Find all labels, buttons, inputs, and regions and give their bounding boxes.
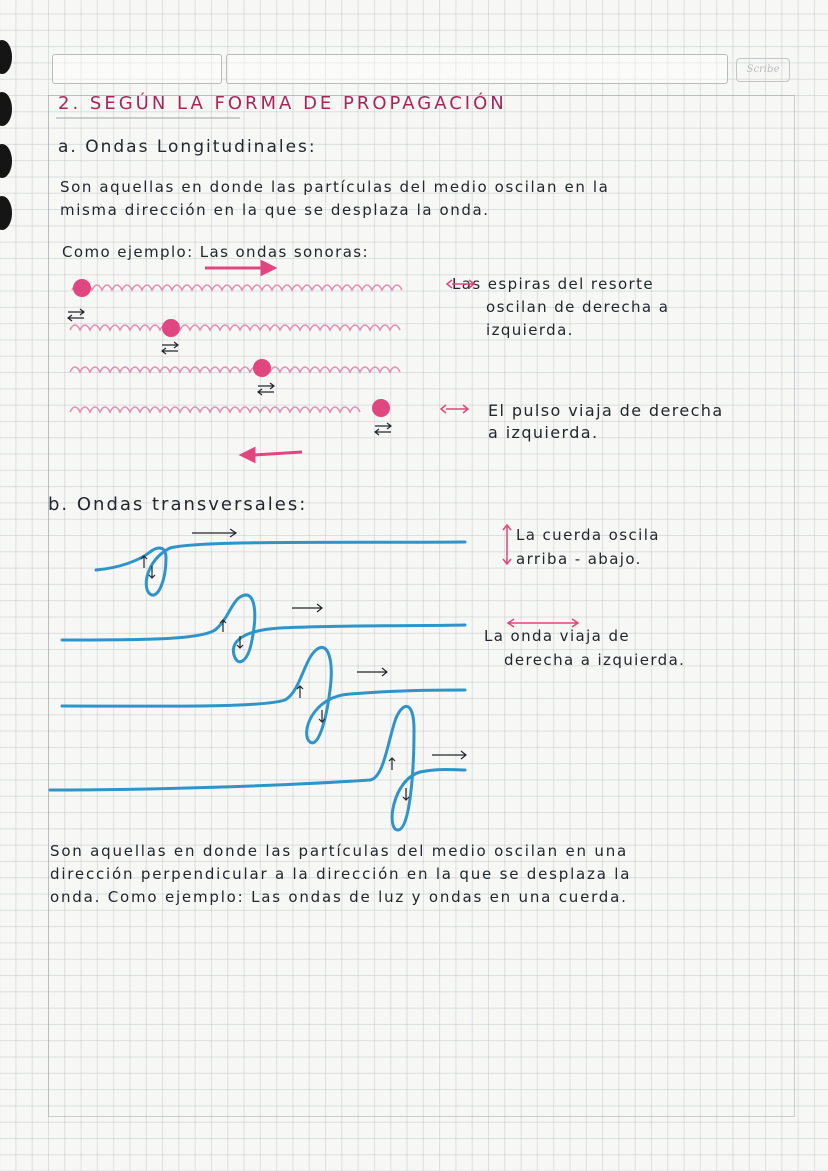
spring-row-1 bbox=[72, 285, 402, 290]
note-line: a izquierda. bbox=[488, 423, 599, 442]
spring-row-4 bbox=[70, 407, 360, 412]
arrow-right-icon bbox=[292, 604, 322, 612]
wave-line-4 bbox=[50, 706, 465, 830]
note-line: arriba - abajo. bbox=[516, 550, 642, 568]
double-arrow-icon bbox=[447, 280, 474, 288]
section-a-heading: a. Ondas Longitudinales: bbox=[58, 137, 317, 157]
horizontal-arrow-icon bbox=[508, 619, 578, 627]
note-line: derecha a izquierda. bbox=[504, 651, 686, 669]
note-line: izquierda. bbox=[486, 321, 574, 339]
definition-line: Son aquellas en donde las partículas del medio oscilan en la bbox=[60, 178, 610, 196]
wave-arrows bbox=[141, 529, 466, 800]
note-line: La onda viaja de bbox=[484, 627, 630, 645]
double-arrow bbox=[375, 423, 391, 435]
brand-stamp: Scribe bbox=[736, 58, 790, 82]
note-line: La cuerda oscila bbox=[516, 526, 660, 544]
spring-row-2 bbox=[70, 325, 400, 330]
spring-diagram bbox=[70, 285, 402, 412]
definition-line: dirección perpendicular a la dirección en la que se desplaza la bbox=[50, 865, 632, 883]
sound-example-label: Como ejemplo: Las ondas sonoras: bbox=[62, 243, 369, 261]
double-arrow bbox=[68, 309, 84, 321]
wave-line-2 bbox=[62, 595, 465, 662]
double-arrow bbox=[162, 342, 178, 354]
double-arrow bbox=[258, 383, 274, 395]
wave-line-3 bbox=[62, 647, 465, 742]
definition-line: misma dirección en la que se desplaza la onda. bbox=[60, 201, 490, 219]
note-arrows bbox=[441, 280, 578, 627]
note-line: Las espiras del resorte bbox=[452, 275, 655, 293]
pulse-dot bbox=[73, 279, 91, 297]
arrow-head bbox=[242, 449, 254, 461]
definition-line: Son aquellas en donde las partículas del medio oscilan en una bbox=[50, 842, 629, 860]
pulse-dot bbox=[162, 319, 180, 337]
note-line: El pulso viaja de derecha bbox=[488, 401, 724, 420]
wave-line-1 bbox=[96, 542, 465, 595]
arrow-right-icon bbox=[357, 668, 387, 676]
spring-row-3 bbox=[70, 367, 400, 372]
arrow-left bbox=[254, 452, 302, 455]
page-title: 2. SEGÚN LA FORMA DE PROPAGACIÓN bbox=[58, 93, 507, 114]
definition-line: onda. Como ejemplo: Las ondas de luz y ondas en una cuerda. bbox=[50, 888, 628, 906]
arrow-right-icon bbox=[432, 751, 466, 759]
arrow-right-icon bbox=[192, 529, 236, 537]
pulse-dot bbox=[372, 399, 390, 417]
up-down-arrows bbox=[220, 620, 243, 648]
arrow-head bbox=[262, 262, 274, 274]
transverse-wave-diagram bbox=[50, 542, 465, 830]
double-arrow-icon bbox=[441, 405, 468, 413]
propagation-arrows bbox=[205, 262, 302, 461]
vertical-arrow-icon bbox=[503, 525, 511, 564]
pulse-dot bbox=[253, 359, 271, 377]
section-b-heading: b. Ondas transversales: bbox=[48, 494, 308, 515]
note-line: oscilan de derecha a bbox=[486, 298, 670, 316]
